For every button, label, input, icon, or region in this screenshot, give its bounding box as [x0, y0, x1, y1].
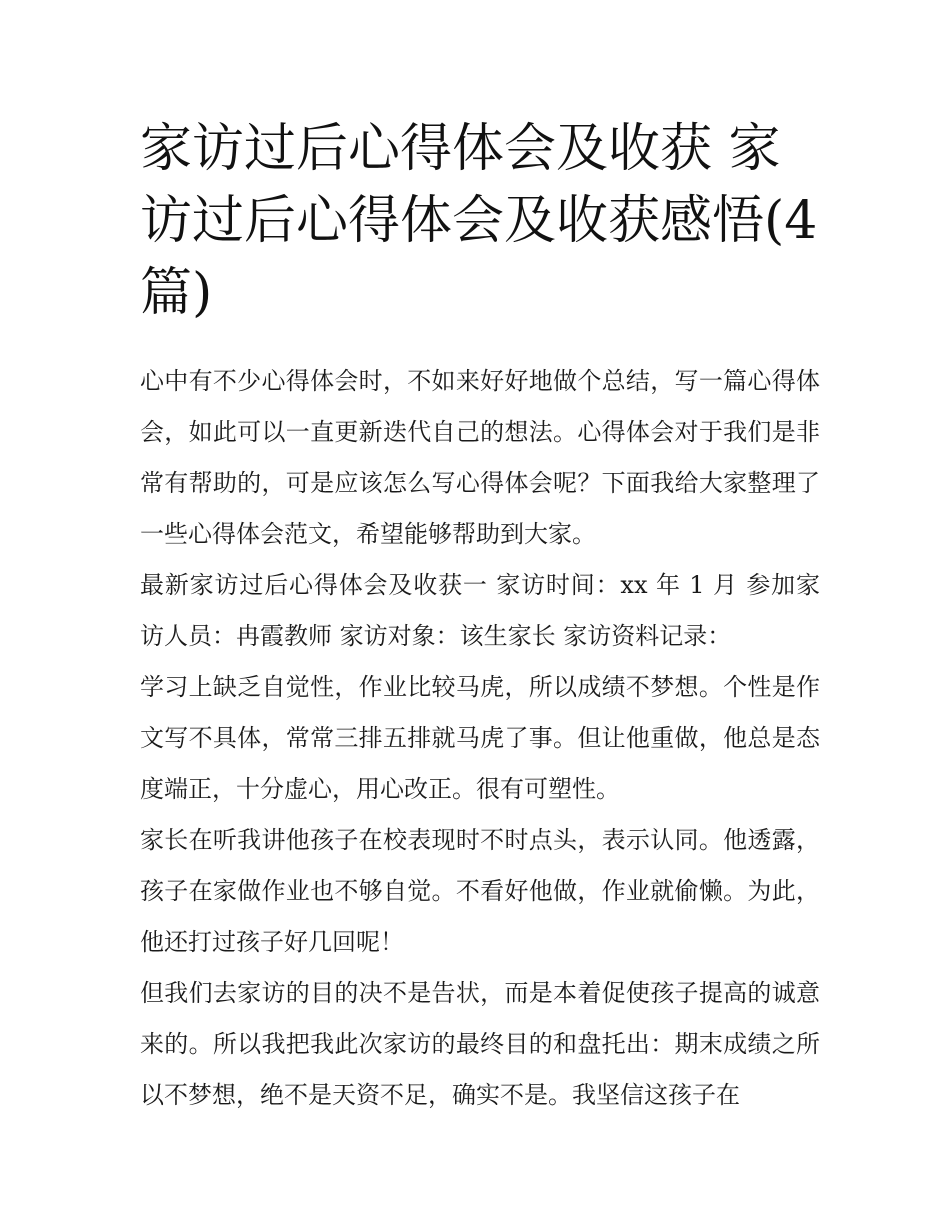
paragraph-visit-info: 最新家访过后心得体会及收获一 家访时间：xx 年 1 月 参加家访人员：冉霞教师 家访对象：该生家长 家访资料记录： — [140, 571, 820, 650]
paragraph-parent-feedback: 家长在听我讲他孩子在校表现时不时点头，表示认同。他透露，孩子在家做作业也不够自觉。不看好他做，作业就偷懒。为此，他还打过孩子好几回呢！ — [140, 826, 820, 956]
document-body — [140, 356, 820, 1121]
paragraph-visit-purpose: 但我们去家访的目的决不是告状，而是本着促使孩子提高的诚意来的。所以我把我此次家访的最终目的和盘托出：期末成绩之所以不梦想，绝不是天资不足，确实不是。我坚信这孩子在 — [140, 979, 820, 1109]
paragraph-study-record: 学习上缺乏自觉性，作业比较马虎，所以成绩不梦想。个性是作文写不具体，常常三排五排就马虎了事。但让他重做，他总是态度端正，十分虚心，用心改正。很有可塑性。 — [140, 673, 820, 803]
document-title: 家访过后心得体会及收获 家访过后心得体会及收获感悟(4篇) — [140, 119, 818, 323]
paragraph-intro: 心中有不少心得体会时，不如来好好地做个总结，写一篇心得体会，如此可以一直更新迭代自己的想法。心得体会对于我们是非常有帮助的，可是应该怎么写心得体会呢？下面我给大家整理了一些心得体会范文，希望能够帮助到大家。 — [140, 367, 820, 548]
